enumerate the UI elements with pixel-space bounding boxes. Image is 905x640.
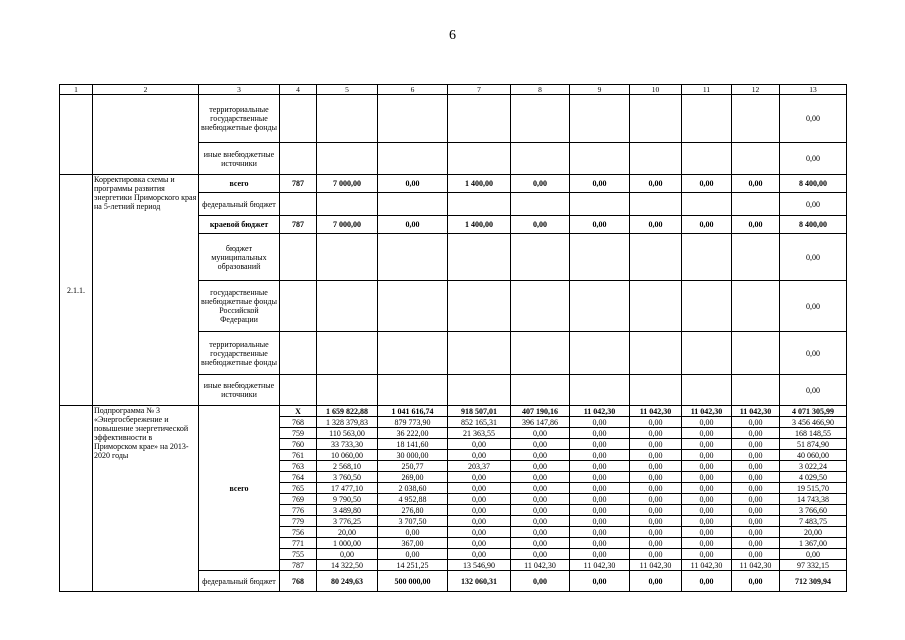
value-cell: 0,00	[732, 472, 780, 483]
value-cell: 11 042,30	[682, 560, 732, 571]
code-cell: 779	[280, 516, 317, 527]
value-cell: 0,00	[570, 216, 630, 234]
code-cell: 769	[280, 494, 317, 505]
empty-cell	[378, 143, 448, 175]
value-cell: 30 000,00	[378, 450, 448, 461]
value-cell: 0,00	[511, 216, 570, 234]
value-cell: 0,00	[682, 571, 732, 592]
total-cell: 712 309,94	[780, 571, 847, 592]
value-cell: 0,00	[570, 450, 630, 461]
empty-cell	[570, 143, 630, 175]
empty-cell	[317, 234, 378, 281]
value-cell: 0,00	[570, 175, 630, 193]
value-cell: 0,00	[570, 461, 630, 472]
value-cell: 0,00	[378, 175, 448, 193]
value-cell: 0,00	[682, 175, 732, 193]
value-cell: 18 141,60	[378, 439, 448, 450]
value-cell: 3 489,80	[317, 505, 378, 516]
value-cell: 0,00	[732, 571, 780, 592]
value-cell: 0,00	[630, 483, 682, 494]
value-cell: 0,00	[570, 439, 630, 450]
source-label: иные внебюджетные источники	[199, 143, 280, 175]
empty-cell	[630, 234, 682, 281]
empty-cell	[682, 193, 732, 216]
value-cell: 0,00	[732, 417, 780, 428]
empty-cell	[378, 375, 448, 406]
column-header: 2	[93, 85, 199, 95]
total-cell: 3 022,24	[780, 461, 847, 472]
total-cell: 19 515,70	[780, 483, 847, 494]
value-cell: 0,00	[448, 527, 511, 538]
value-cell: 0,00	[570, 494, 630, 505]
value-cell: 3 760,50	[317, 472, 378, 483]
value-cell: 0,00	[732, 516, 780, 527]
column-header: 13	[780, 85, 847, 95]
code-cell: 763	[280, 461, 317, 472]
code-cell: 755	[280, 549, 317, 560]
value-cell: 0,00	[570, 571, 630, 592]
code-cell: 765	[280, 483, 317, 494]
value-cell: 110 563,00	[317, 428, 378, 439]
column-header: 10	[630, 85, 682, 95]
value-cell: 7 000,00	[317, 216, 378, 234]
code-cell: 761	[280, 450, 317, 461]
value-cell: 0,00	[682, 450, 732, 461]
empty-cell	[732, 143, 780, 175]
budget-table	[59, 84, 847, 592]
source-label: государственные внебюджетные фонды Российской Федерации	[199, 281, 280, 332]
section-number-cell	[60, 95, 93, 175]
empty-cell	[630, 95, 682, 143]
value-cell: 0,00	[682, 549, 732, 560]
empty-cell	[732, 375, 780, 406]
value-cell: 0,00	[630, 417, 682, 428]
empty-cell	[378, 193, 448, 216]
value-cell: 0,00	[511, 527, 570, 538]
page-number: 6	[449, 28, 456, 43]
empty-cell	[630, 332, 682, 375]
value-cell: 0,00	[732, 483, 780, 494]
value-cell: 0,00	[448, 505, 511, 516]
source-label: иные внебюджетные источники	[199, 375, 280, 406]
value-cell: 203,37	[448, 461, 511, 472]
total-cell: 0,00	[780, 193, 847, 216]
value-cell: 0,00	[570, 483, 630, 494]
value-cell: 0,00	[570, 417, 630, 428]
empty-cell	[448, 143, 511, 175]
value-cell: 0,00	[682, 439, 732, 450]
column-header: 9	[570, 85, 630, 95]
empty-cell	[378, 281, 448, 332]
section-number: 2.1.1.	[60, 175, 93, 406]
value-cell: 0,00	[448, 516, 511, 527]
total-cell: 40 060,00	[780, 450, 847, 461]
value-cell: 918 507,01	[448, 406, 511, 417]
value-cell: 0,00	[732, 216, 780, 234]
value-cell: 250,77	[378, 461, 448, 472]
total-cell: 0,00	[780, 332, 847, 375]
empty-cell	[378, 332, 448, 375]
column-header: 7	[448, 85, 511, 95]
value-cell: 0,00	[732, 538, 780, 549]
value-cell: 276,80	[378, 505, 448, 516]
value-cell: 0,00	[511, 439, 570, 450]
code-cell: 768	[280, 417, 317, 428]
value-cell: 0,00	[682, 494, 732, 505]
empty-cell	[280, 375, 317, 406]
value-cell: 0,00	[511, 549, 570, 560]
source-label: всего	[199, 175, 280, 193]
empty-cell	[280, 234, 317, 281]
value-cell: 1 659 822,88	[317, 406, 378, 417]
value-cell: 0,00	[732, 450, 780, 461]
empty-cell	[570, 234, 630, 281]
value-cell: 0,00	[511, 483, 570, 494]
value-cell: 0,00	[732, 439, 780, 450]
value-cell: 0,00	[732, 494, 780, 505]
empty-cell	[732, 95, 780, 143]
source-label: федеральный бюджет	[199, 571, 280, 592]
value-cell: 0,00	[630, 461, 682, 472]
value-cell: 11 042,30	[511, 560, 570, 571]
total-cell: 0,00	[780, 95, 847, 143]
total-cell: 0,00	[780, 234, 847, 281]
value-cell: 36 222,00	[378, 428, 448, 439]
value-cell: 0,00	[378, 549, 448, 560]
value-cell: 0,00	[511, 538, 570, 549]
value-cell: 0,00	[378, 527, 448, 538]
value-cell: 4 952,88	[378, 494, 448, 505]
value-cell: 0,00	[448, 450, 511, 461]
empty-cell	[317, 375, 378, 406]
value-cell: 0,00	[511, 571, 570, 592]
value-cell: 0,00	[630, 216, 682, 234]
value-cell: 0,00	[448, 439, 511, 450]
value-cell: 20,00	[317, 527, 378, 538]
value-cell: 0,00	[511, 472, 570, 483]
value-cell: 13 546,90	[448, 560, 511, 571]
total-cell: 51 874,90	[780, 439, 847, 450]
source-label: территориальные государственные внебюджетные фонды	[199, 332, 280, 375]
empty-cell	[570, 332, 630, 375]
empty-cell	[448, 95, 511, 143]
value-cell: 1 000,00	[317, 538, 378, 549]
source-label: краевой бюджет	[199, 216, 280, 234]
value-cell: 0,00	[630, 549, 682, 560]
column-header: 12	[732, 85, 780, 95]
section-description: Корректировка схемы и программы развития энергетики Приморского края на 5-летний период	[93, 175, 199, 406]
value-cell: 0,00	[511, 428, 570, 439]
column-header: 1	[60, 85, 93, 95]
value-cell: 500 000,00	[378, 571, 448, 592]
value-cell: 0,00	[570, 516, 630, 527]
code-cell: 771	[280, 538, 317, 549]
empty-cell	[448, 375, 511, 406]
value-cell: 0,00	[732, 175, 780, 193]
value-cell: 0,00	[682, 516, 732, 527]
code-cell: 787	[280, 560, 317, 571]
value-cell: 0,00	[732, 549, 780, 560]
empty-cell	[511, 143, 570, 175]
empty-cell	[511, 281, 570, 332]
value-cell: 17 477,10	[317, 483, 378, 494]
total-cell: 3 456 466,90	[780, 417, 847, 428]
empty-cell	[280, 95, 317, 143]
value-cell: 3 776,25	[317, 516, 378, 527]
section-number-cell	[60, 406, 93, 592]
total-cell: 1 367,00	[780, 538, 847, 549]
value-cell: 1 400,00	[448, 175, 511, 193]
value-cell: 0,00	[630, 527, 682, 538]
empty-cell	[280, 193, 317, 216]
total-cell: 4 029,50	[780, 472, 847, 483]
value-cell: 11 042,30	[682, 406, 732, 417]
empty-cell	[570, 281, 630, 332]
column-header: 5	[317, 85, 378, 95]
empty-cell	[682, 332, 732, 375]
header-row	[60, 85, 847, 95]
total-cell: 7 483,75	[780, 516, 847, 527]
total-cell: 168 148,55	[780, 428, 847, 439]
total-cell: 3 766,60	[780, 505, 847, 516]
empty-cell	[378, 95, 448, 143]
column-header: 4	[280, 85, 317, 95]
value-cell: 10 060,00	[317, 450, 378, 461]
table-row	[60, 95, 847, 143]
value-cell: 367,00	[378, 538, 448, 549]
value-cell: 9 790,50	[317, 494, 378, 505]
value-cell: 0,00	[682, 472, 732, 483]
empty-cell	[732, 281, 780, 332]
value-cell: 11 042,30	[630, 560, 682, 571]
value-cell: 80 249,63	[317, 571, 378, 592]
column-header: 11	[682, 85, 732, 95]
description-cell	[93, 95, 199, 175]
value-cell: 0,00	[570, 428, 630, 439]
table-row	[60, 406, 847, 417]
empty-cell	[682, 143, 732, 175]
code-cell: 768	[280, 571, 317, 592]
value-cell: 0,00	[732, 505, 780, 516]
value-cell: 33 733,30	[317, 439, 378, 450]
empty-cell	[448, 234, 511, 281]
subprogram-description: Подпрограмма № 3 «Энергосбережение и повышение энергетической эффективности в Приморском крае» на 2013-2020 годы	[93, 406, 199, 592]
value-cell: 0,00	[630, 439, 682, 450]
column-header: 6	[378, 85, 448, 95]
empty-cell	[511, 95, 570, 143]
value-cell: 0,00	[570, 505, 630, 516]
code-cell: 760	[280, 439, 317, 450]
value-cell: 0,00	[448, 472, 511, 483]
value-cell: 0,00	[732, 428, 780, 439]
code-cell: 764	[280, 472, 317, 483]
value-cell: 0,00	[732, 461, 780, 472]
value-cell: 0,00	[511, 505, 570, 516]
value-cell: 407 190,16	[511, 406, 570, 417]
value-cell: 0,00	[570, 538, 630, 549]
value-cell: 14 251,25	[378, 560, 448, 571]
column-header: 8	[511, 85, 570, 95]
value-cell: 879 773,90	[378, 417, 448, 428]
empty-cell	[682, 234, 732, 281]
value-cell: 852 165,31	[448, 417, 511, 428]
value-cell: 14 322,50	[317, 560, 378, 571]
value-cell: 0,00	[630, 450, 682, 461]
value-cell: 0,00	[511, 175, 570, 193]
value-cell: 0,00	[630, 516, 682, 527]
value-cell: 0,00	[630, 428, 682, 439]
total-cell: 0,00	[780, 281, 847, 332]
value-cell: 0,00	[511, 494, 570, 505]
total-cell: 97 332,15	[780, 560, 847, 571]
total-cell: 8 400,00	[780, 216, 847, 234]
value-cell: 11 042,30	[630, 406, 682, 417]
source-label: всего	[199, 406, 280, 571]
empty-cell	[317, 95, 378, 143]
value-cell: 0,00	[682, 461, 732, 472]
empty-cell	[511, 234, 570, 281]
value-cell: 0,00	[570, 472, 630, 483]
value-cell: 21 363,55	[448, 428, 511, 439]
total-cell: 0,00	[780, 549, 847, 560]
value-cell: 0,00	[630, 175, 682, 193]
empty-cell	[570, 95, 630, 143]
empty-cell	[280, 281, 317, 332]
value-cell: 0,00	[682, 538, 732, 549]
total-cell: 4 071 305,99	[780, 406, 847, 417]
empty-cell	[682, 375, 732, 406]
source-label: территориальные государственные внебюджетные фонды	[199, 95, 280, 143]
value-cell: 11 042,30	[732, 406, 780, 417]
empty-cell	[732, 332, 780, 375]
empty-cell	[682, 281, 732, 332]
value-cell: 0,00	[378, 216, 448, 234]
value-cell: 0,00	[630, 472, 682, 483]
value-cell: 1 400,00	[448, 216, 511, 234]
value-cell: 3 707,50	[378, 516, 448, 527]
total-cell: 20,00	[780, 527, 847, 538]
empty-cell	[682, 95, 732, 143]
empty-cell	[317, 332, 378, 375]
empty-cell	[448, 193, 511, 216]
total-cell: 0,00	[780, 143, 847, 175]
value-cell: 0,00	[630, 571, 682, 592]
value-cell: 0,00	[630, 505, 682, 516]
empty-cell	[280, 332, 317, 375]
empty-cell	[511, 332, 570, 375]
value-cell: 0,00	[448, 483, 511, 494]
empty-cell	[630, 193, 682, 216]
code-cell: 776	[280, 505, 317, 516]
value-cell: 1 041 616,74	[378, 406, 448, 417]
value-cell: 0,00	[682, 428, 732, 439]
source-label: федеральный бюджет	[199, 193, 280, 216]
value-cell: 0,00	[570, 549, 630, 560]
value-cell: 11 042,30	[570, 560, 630, 571]
total-cell: 14 743,38	[780, 494, 847, 505]
source-label: бюджет муниципальных образований	[199, 234, 280, 281]
value-cell: 0,00	[682, 483, 732, 494]
value-cell: 0,00	[630, 494, 682, 505]
value-cell: 11 042,30	[570, 406, 630, 417]
total-cell: 8 400,00	[780, 175, 847, 193]
empty-cell	[317, 143, 378, 175]
code-cell: 787	[280, 175, 317, 193]
empty-cell	[317, 281, 378, 332]
value-cell: 7 000,00	[317, 175, 378, 193]
value-cell: 2 568,10	[317, 461, 378, 472]
value-cell: 11 042,30	[732, 560, 780, 571]
value-cell: 0,00	[682, 505, 732, 516]
value-cell: 0,00	[570, 527, 630, 538]
value-cell: 0,00	[511, 461, 570, 472]
total-cell: 0,00	[780, 375, 847, 406]
empty-cell	[378, 234, 448, 281]
value-cell: 0,00	[732, 527, 780, 538]
empty-cell	[448, 281, 511, 332]
code-cell: Х	[280, 406, 317, 417]
code-cell: 787	[280, 216, 317, 234]
value-cell: 0,00	[448, 538, 511, 549]
value-cell: 0,00	[448, 549, 511, 560]
empty-cell	[732, 234, 780, 281]
empty-cell	[448, 332, 511, 375]
value-cell: 0,00	[511, 450, 570, 461]
value-cell: 1 328 379,83	[317, 417, 378, 428]
column-header: 3	[199, 85, 280, 95]
value-cell: 0,00	[511, 516, 570, 527]
empty-cell	[570, 193, 630, 216]
empty-cell	[630, 143, 682, 175]
value-cell: 0,00	[682, 216, 732, 234]
empty-cell	[511, 375, 570, 406]
empty-cell	[511, 193, 570, 216]
value-cell: 0,00	[630, 538, 682, 549]
empty-cell	[630, 375, 682, 406]
value-cell: 0,00	[317, 549, 378, 560]
empty-cell	[317, 193, 378, 216]
code-cell: 756	[280, 527, 317, 538]
value-cell: 2 038,60	[378, 483, 448, 494]
code-cell: 759	[280, 428, 317, 439]
value-cell: 0,00	[682, 417, 732, 428]
value-cell: 132 060,31	[448, 571, 511, 592]
value-cell: 269,00	[378, 472, 448, 483]
value-cell: 396 147,86	[511, 417, 570, 428]
empty-cell	[732, 193, 780, 216]
empty-cell	[630, 281, 682, 332]
table-row	[60, 175, 847, 193]
empty-cell	[570, 375, 630, 406]
value-cell: 0,00	[448, 494, 511, 505]
value-cell: 0,00	[682, 527, 732, 538]
empty-cell	[280, 143, 317, 175]
